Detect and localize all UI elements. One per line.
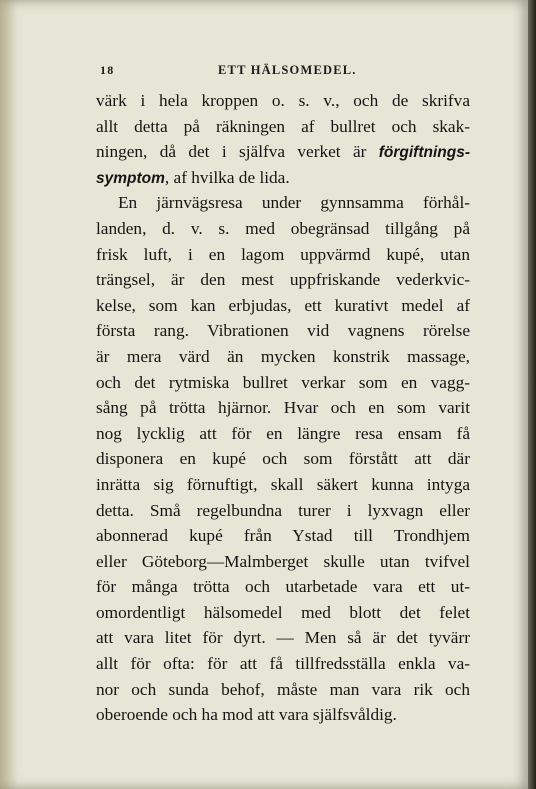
text-line: detta. Små regelbundna turer i lyxvagn eller: [96, 500, 470, 520]
text-line-part: , af hvilka de lida.: [164, 167, 290, 187]
text-line: kelse, som kan erbjudas, ett kurativt medel af: [96, 295, 470, 315]
page-number: 18: [100, 63, 115, 77]
page-edge-shadow: [528, 0, 536, 789]
text-line: eller Göteborg—Malmberget skulle utan tvifvel: [96, 551, 470, 571]
text-line: En järnvägsresa under gynnsamma förhål-: [118, 193, 470, 213]
text-line: [96, 139, 470, 165]
text-line: nog lycklig att för en längre resa ensam få: [96, 423, 470, 443]
text-line: oberoende och ha mod att vara själfsvåldig.: [96, 705, 397, 725]
text-line: trängsel, är den mest uppfriskande vederkvic-: [96, 270, 470, 290]
text-line: första rang. Vibrationen vid vagnens rörelse: [96, 321, 470, 341]
text-line: och det rytmiska bullret verkar som en vagg-: [96, 372, 470, 392]
text-line: värk i hela kroppen o. s. v., och de skrifva: [96, 91, 470, 110]
text-line: inrätta sig förnuftigt, skall säkert kunna intyga: [96, 474, 470, 494]
text-line: att vara litet för dyrt. — Men så är det tyvärr: [96, 628, 470, 648]
text-line: omordentligt hälsomedel med blott det felet: [96, 602, 470, 622]
text-line: nor och sunda behof, måste man vara rik och: [96, 679, 470, 699]
text-line: disponera en kupé och som förstått att där: [96, 449, 470, 469]
text-line: för många trötta och utarbetade vara ett ut-: [96, 577, 470, 597]
page-header: [100, 63, 476, 83]
text-line: landen, d. v. s. med obegränsad tillgång på: [96, 218, 470, 238]
text-line: frisk luft, i en lagom uppvärmd kupé, utan: [96, 244, 470, 264]
text-line: sång på trötta hjärnor. Hvar och en som varit: [96, 398, 470, 418]
text-line: allt för ofta: för att få tillfredsställa enkla va-: [96, 654, 470, 674]
body-text: [96, 88, 470, 728]
emphasized-word: förgiftnings-: [378, 144, 470, 162]
text-line: abonnerad kupé från Ystad till Trondhjem: [96, 526, 470, 546]
text-line: allt detta på räkningen af bullret och skak-: [96, 116, 470, 136]
page-gutter-shadow: [0, 0, 18, 789]
text-line-part: ningen, då det i själfva verket är: [96, 142, 367, 162]
text-line: är mera värd än mycken konstrik massage,: [96, 346, 470, 366]
emphasized-word: symptom: [96, 169, 165, 187]
running-head: ETT HÄLSOMEDEL.: [218, 63, 357, 77]
text-line: [96, 165, 470, 191]
